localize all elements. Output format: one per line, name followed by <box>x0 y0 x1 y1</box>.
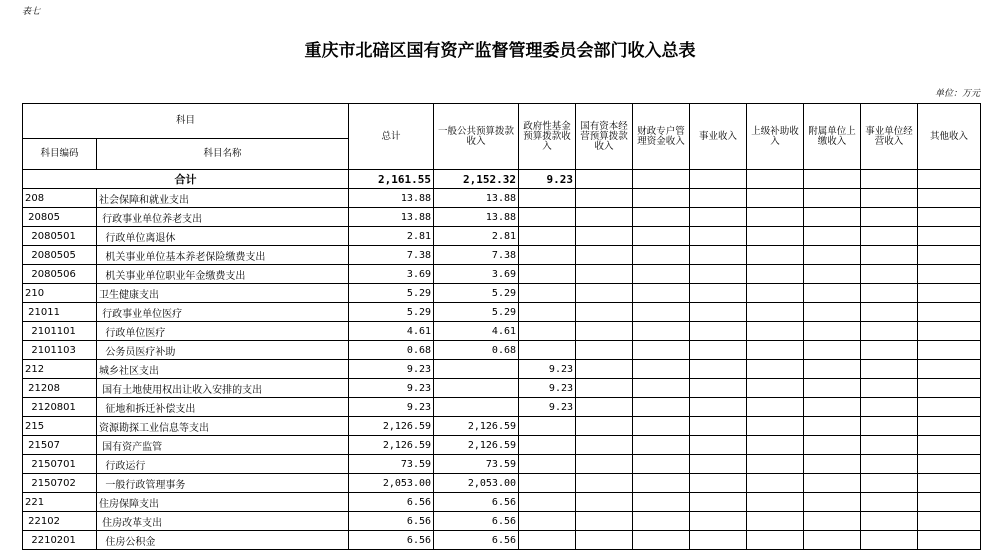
row-general: 2,053.00 <box>434 474 519 493</box>
empty-cell <box>633 246 690 265</box>
empty-cell <box>861 284 918 303</box>
empty-cell <box>633 303 690 322</box>
empty-cell <box>576 455 633 474</box>
table-row <box>23 265 981 284</box>
row-name: 资源勘探工业信息等支出 <box>97 417 349 436</box>
empty-cell <box>633 436 690 455</box>
table-row <box>23 208 981 227</box>
empty-cell <box>804 531 861 550</box>
empty-cell <box>804 512 861 531</box>
empty-cell <box>576 398 633 417</box>
row-fund <box>519 208 576 227</box>
row-fund <box>519 455 576 474</box>
empty-cell <box>861 379 918 398</box>
empty-cell <box>804 303 861 322</box>
empty-cell <box>576 227 633 246</box>
row-code: 20805 <box>23 208 97 227</box>
empty-cell <box>804 493 861 512</box>
header-total: 总计 <box>349 104 434 170</box>
table-row <box>23 512 981 531</box>
empty-cell <box>918 341 981 360</box>
empty-cell <box>747 512 804 531</box>
row-code: 21208 <box>23 379 97 398</box>
empty-cell <box>690 284 747 303</box>
empty-cell <box>747 189 804 208</box>
table-row <box>23 227 981 246</box>
empty-cell <box>747 227 804 246</box>
table-row <box>23 341 981 360</box>
row-fund: 9.23 <box>519 379 576 398</box>
empty-cell <box>576 493 633 512</box>
row-code: 2080501 <box>23 227 97 246</box>
empty-cell <box>690 322 747 341</box>
row-name: 社会保障和就业支出 <box>97 189 349 208</box>
table-row <box>23 284 981 303</box>
row-name: 行政事业单位医疗 <box>97 303 349 322</box>
empty-cell <box>918 379 981 398</box>
empty-cell <box>747 265 804 284</box>
row-general: 6.56 <box>434 512 519 531</box>
empty-cell <box>747 360 804 379</box>
table-row <box>23 493 981 512</box>
general-cell: 2,152.32 <box>434 170 519 189</box>
header-superior-subsidy: 上级补助收入 <box>747 104 804 170</box>
empty-cell <box>861 341 918 360</box>
header-gov-fund: 政府性基金预算拨款收入 <box>519 104 576 170</box>
empty-cell <box>576 379 633 398</box>
empty-cell <box>633 189 690 208</box>
row-fund: 9.23 <box>519 360 576 379</box>
row-total: 7.38 <box>349 246 434 265</box>
row-total: 9.23 <box>349 360 434 379</box>
row-general: 2.81 <box>434 227 519 246</box>
empty-cell <box>918 398 981 417</box>
row-fund <box>519 246 576 265</box>
empty-cell <box>747 474 804 493</box>
empty-cell <box>861 265 918 284</box>
empty-cell <box>747 246 804 265</box>
empty-cell <box>576 246 633 265</box>
empty-cell <box>576 322 633 341</box>
empty-cell <box>861 493 918 512</box>
empty-cell <box>747 398 804 417</box>
empty-cell <box>918 303 981 322</box>
row-general: 6.56 <box>434 531 519 550</box>
header-state-capital: 国有资本经营预算拨款收入 <box>576 104 633 170</box>
row-name: 城乡社区支出 <box>97 360 349 379</box>
empty-cell <box>918 417 981 436</box>
row-total: 9.23 <box>349 398 434 417</box>
empty-cell <box>690 303 747 322</box>
row-name: 公务员医疗补助 <box>97 341 349 360</box>
empty-cell <box>633 360 690 379</box>
empty-cell <box>918 493 981 512</box>
header-business: 事业收入 <box>690 104 747 170</box>
empty-cell <box>576 512 633 531</box>
row-fund <box>519 227 576 246</box>
row-total: 3.69 <box>349 265 434 284</box>
row-general: 73.59 <box>434 455 519 474</box>
empty-cell <box>633 379 690 398</box>
row-fund <box>519 417 576 436</box>
row-name: 一般行政管理事务 <box>97 474 349 493</box>
empty-cell <box>918 322 981 341</box>
empty-cell <box>861 246 918 265</box>
empty-cell <box>804 436 861 455</box>
empty-cell <box>861 227 918 246</box>
row-code: 21507 <box>23 436 97 455</box>
empty-cell <box>804 322 861 341</box>
empty-cell <box>576 189 633 208</box>
row-general: 4.61 <box>434 322 519 341</box>
row-name: 住房公积金 <box>97 531 349 550</box>
row-code: 2210201 <box>23 531 97 550</box>
row-name: 行政单位医疗 <box>97 322 349 341</box>
page-title: 重庆市北碚区国有资产监督管理委员会部门收入总表 <box>304 41 696 61</box>
row-total: 2,126.59 <box>349 436 434 455</box>
row-total: 6.56 <box>349 512 434 531</box>
row-total: 2,053.00 <box>349 474 434 493</box>
empty-cell <box>747 303 804 322</box>
row-general: 13.88 <box>434 189 519 208</box>
row-total: 6.56 <box>349 493 434 512</box>
row-general: 2,126.59 <box>434 417 519 436</box>
row-code: 212 <box>23 360 97 379</box>
empty-cell <box>861 531 918 550</box>
empty-cell <box>633 284 690 303</box>
empty-cell <box>918 284 981 303</box>
row-fund <box>519 322 576 341</box>
empty-cell <box>747 284 804 303</box>
table-row <box>23 360 981 379</box>
empty-cell <box>576 436 633 455</box>
header-affiliated: 附属单位上缴收入 <box>804 104 861 170</box>
empty-cell <box>861 360 918 379</box>
empty-cell <box>690 512 747 531</box>
table-row <box>23 474 981 493</box>
table-row <box>23 398 981 417</box>
row-total: 4.61 <box>349 322 434 341</box>
row-fund <box>519 436 576 455</box>
empty-cell <box>804 455 861 474</box>
empty-cell <box>633 512 690 531</box>
empty-cell <box>918 474 981 493</box>
header-code: 科目编码 <box>23 139 97 170</box>
empty-cell <box>918 208 981 227</box>
empty-cell <box>861 417 918 436</box>
table-row <box>23 322 981 341</box>
row-name: 住房改革支出 <box>97 512 349 531</box>
row-fund <box>519 474 576 493</box>
empty-cell <box>576 341 633 360</box>
row-general <box>434 398 519 417</box>
empty-cell <box>804 398 861 417</box>
row-total: 0.68 <box>349 341 434 360</box>
empty-cell <box>918 246 981 265</box>
empty-cell <box>804 379 861 398</box>
empty-cell <box>861 322 918 341</box>
row-name: 行政事业单位养老支出 <box>97 208 349 227</box>
empty-cell <box>918 265 981 284</box>
row-general: 2,126.59 <box>434 436 519 455</box>
row-general: 13.88 <box>434 208 519 227</box>
row-fund <box>519 531 576 550</box>
row-general <box>434 379 519 398</box>
row-total: 5.29 <box>349 303 434 322</box>
row-code: 2120801 <box>23 398 97 417</box>
row-code: 2101101 <box>23 322 97 341</box>
row-name: 机关事业单位基本养老保险缴费支出 <box>97 246 349 265</box>
row-total: 2,126.59 <box>349 417 434 436</box>
row-name: 住房保障支出 <box>97 493 349 512</box>
row-code: 221 <box>23 493 97 512</box>
empty-cell <box>918 531 981 550</box>
empty-cell <box>918 227 981 246</box>
row-name: 卫生健康支出 <box>97 284 349 303</box>
empty-cell <box>576 265 633 284</box>
empty-cell <box>576 284 633 303</box>
row-fund <box>519 284 576 303</box>
row-total: 13.88 <box>349 189 434 208</box>
empty-cell <box>747 417 804 436</box>
empty-cell <box>690 360 747 379</box>
empty-cell <box>690 189 747 208</box>
table-row <box>23 189 981 208</box>
empty-cell <box>918 360 981 379</box>
empty-cell <box>804 284 861 303</box>
empty-cell <box>747 493 804 512</box>
empty-cell <box>690 455 747 474</box>
row-general: 6.56 <box>434 493 519 512</box>
empty-cell <box>747 455 804 474</box>
empty-cell <box>918 512 981 531</box>
table-row <box>23 246 981 265</box>
empty-cell <box>804 208 861 227</box>
empty-cell <box>690 531 747 550</box>
table-row <box>23 455 981 474</box>
empty-cell <box>690 265 747 284</box>
empty-cell <box>747 531 804 550</box>
empty-cell <box>861 398 918 417</box>
row-fund <box>519 265 576 284</box>
row-code: 2080505 <box>23 246 97 265</box>
row-name: 行政单位离退休 <box>97 227 349 246</box>
fund-cell: 9.23 <box>519 170 576 189</box>
table-number: 表七 <box>22 7 41 17</box>
empty-cell <box>804 360 861 379</box>
total-cell: 2,161.55 <box>349 170 434 189</box>
empty-cell <box>576 474 633 493</box>
empty-cell <box>804 246 861 265</box>
row-total: 2.81 <box>349 227 434 246</box>
empty-cell <box>861 208 918 227</box>
empty-cell <box>804 417 861 436</box>
row-name: 国有资产监管 <box>97 436 349 455</box>
revenue-table <box>22 103 981 550</box>
row-code: 210 <box>23 284 97 303</box>
empty-cell <box>633 265 690 284</box>
row-total: 73.59 <box>349 455 434 474</box>
row-total: 9.23 <box>349 379 434 398</box>
empty-cell <box>576 208 633 227</box>
empty-cell <box>576 417 633 436</box>
empty-cell <box>861 303 918 322</box>
empty-cell <box>804 265 861 284</box>
empty-cell <box>918 436 981 455</box>
row-total: 6.56 <box>349 531 434 550</box>
empty-cell <box>633 208 690 227</box>
row-name: 征地和拆迁补偿支出 <box>97 398 349 417</box>
row-name: 行政运行 <box>97 455 349 474</box>
row-fund <box>519 512 576 531</box>
empty-cell <box>690 208 747 227</box>
empty-cell <box>576 360 633 379</box>
row-general: 5.29 <box>434 303 519 322</box>
table-row <box>23 303 981 322</box>
header-name: 科目名称 <box>97 139 349 170</box>
total-row <box>23 170 981 189</box>
empty-cell <box>633 455 690 474</box>
row-total: 5.29 <box>349 284 434 303</box>
empty-cell <box>633 398 690 417</box>
empty-cell <box>918 189 981 208</box>
table-row <box>23 531 981 550</box>
empty-cell <box>861 436 918 455</box>
header-operating: 事业单位经营收入 <box>861 104 918 170</box>
empty-cell <box>633 417 690 436</box>
row-code: 2101103 <box>23 341 97 360</box>
empty-cell <box>633 474 690 493</box>
row-general: 3.69 <box>434 265 519 284</box>
row-code: 208 <box>23 189 97 208</box>
empty-cell <box>690 227 747 246</box>
row-code: 215 <box>23 417 97 436</box>
row-general: 7.38 <box>434 246 519 265</box>
empty-cell <box>690 341 747 360</box>
header-fiscal-special: 财政专户管理资金收入 <box>633 104 690 170</box>
row-general <box>434 360 519 379</box>
row-name: 国有土地使用权出让收入安排的支出 <box>97 379 349 398</box>
empty-cell <box>633 341 690 360</box>
header-general-budget: 一般公共预算拨款收入 <box>434 104 519 170</box>
empty-cell <box>576 303 633 322</box>
row-name: 机关事业单位职业年金缴费支出 <box>97 265 349 284</box>
row-fund <box>519 341 576 360</box>
empty-cell <box>861 512 918 531</box>
empty-cell <box>690 436 747 455</box>
empty-cell <box>633 227 690 246</box>
empty-cell <box>690 398 747 417</box>
empty-cell <box>690 417 747 436</box>
empty-cell <box>690 246 747 265</box>
empty-cell <box>690 474 747 493</box>
empty-cell <box>633 493 690 512</box>
table-row <box>23 379 981 398</box>
empty-cell <box>804 341 861 360</box>
row-fund: 9.23 <box>519 398 576 417</box>
empty-cell <box>861 455 918 474</box>
empty-cell <box>918 455 981 474</box>
empty-cell <box>861 189 918 208</box>
empty-cell <box>747 208 804 227</box>
empty-cell <box>861 474 918 493</box>
empty-cell <box>633 531 690 550</box>
row-code: 2150702 <box>23 474 97 493</box>
empty-cell <box>747 322 804 341</box>
header-other: 其他收入 <box>918 104 981 170</box>
empty-cell <box>576 531 633 550</box>
row-general: 5.29 <box>434 284 519 303</box>
empty-cell <box>690 379 747 398</box>
empty-cell <box>804 227 861 246</box>
row-fund <box>519 189 576 208</box>
empty-cell <box>804 189 861 208</box>
row-general: 0.68 <box>434 341 519 360</box>
row-total: 13.88 <box>349 208 434 227</box>
empty-cell <box>804 474 861 493</box>
empty-cell <box>690 493 747 512</box>
row-code: 21011 <box>23 303 97 322</box>
unit-label: 单位：万元 <box>934 89 980 99</box>
empty-cell <box>633 322 690 341</box>
row-fund <box>519 493 576 512</box>
total-label: 合计 <box>23 170 349 189</box>
row-fund <box>519 303 576 322</box>
row-code: 22102 <box>23 512 97 531</box>
row-code: 2080506 <box>23 265 97 284</box>
empty-cell <box>747 379 804 398</box>
row-code: 2150701 <box>23 455 97 474</box>
header-subject: 科目 <box>23 104 349 139</box>
empty-cell <box>747 341 804 360</box>
empty-cell <box>747 436 804 455</box>
table-row <box>23 417 981 436</box>
table-row <box>23 436 981 455</box>
